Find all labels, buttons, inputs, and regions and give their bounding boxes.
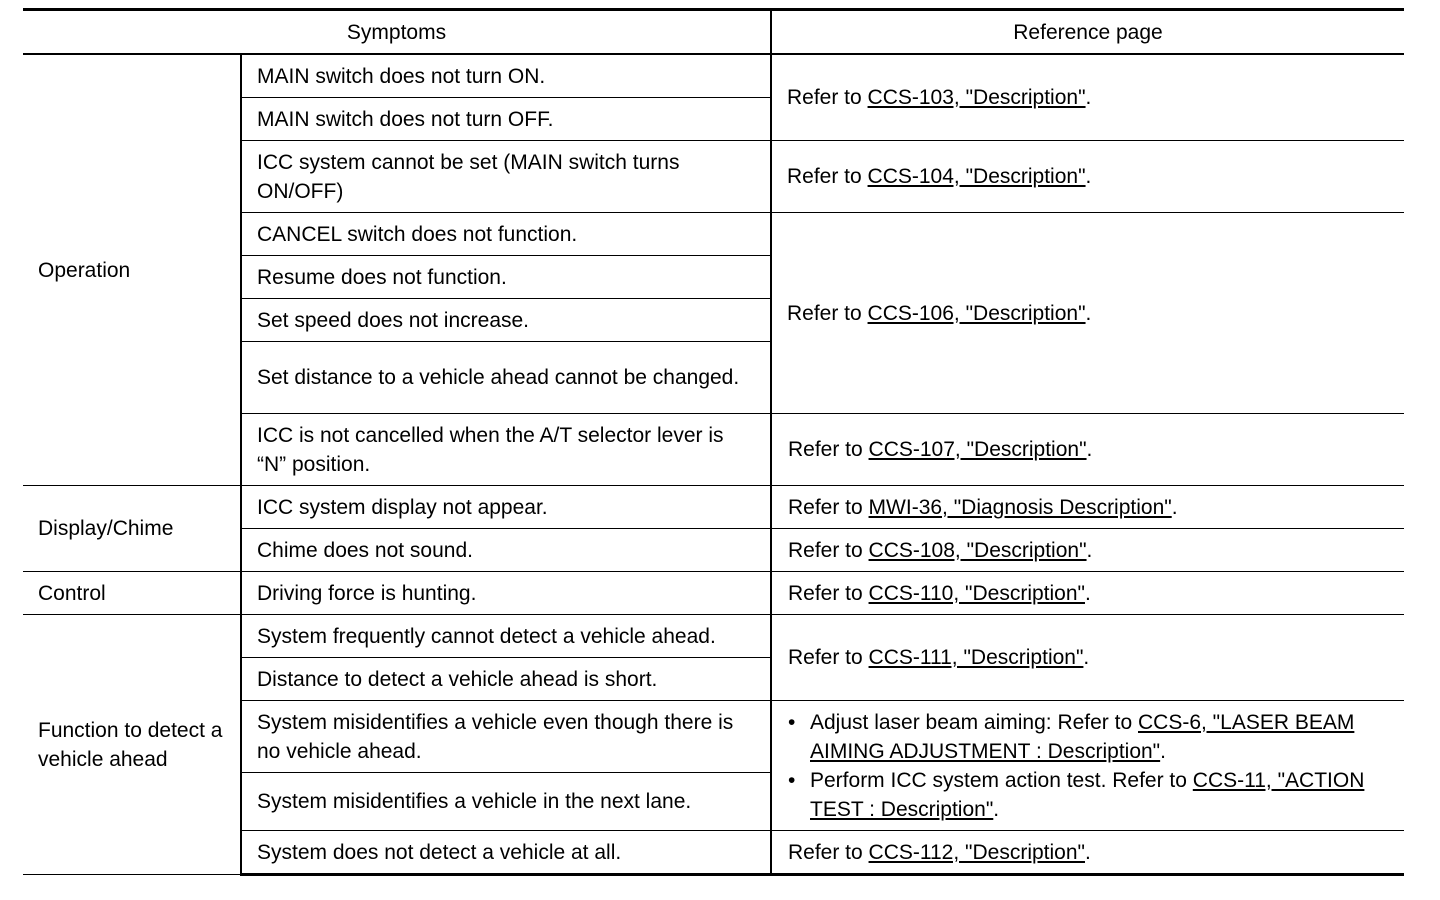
period: .: [1086, 438, 1093, 461]
period: .: [1160, 739, 1166, 763]
ref-link-ccs-111[interactable]: CCS-111, "Description": [868, 646, 1084, 669]
ref-link-ccs-107[interactable]: CCS-107, "Description": [868, 438, 1087, 461]
symptom-cell: CANCEL switch does not function.: [241, 213, 771, 256]
symptom-cell: ICC system cannot be set (MAIN switch turns ON/OFF): [241, 141, 771, 213]
period: .: [1085, 165, 1092, 188]
symptom-cell: Set speed does not increase.: [241, 299, 771, 342]
reference-cell: [771, 213, 1404, 414]
refer-prefix: Refer to: [788, 538, 863, 562]
reference-cell: [771, 54, 1404, 141]
reference-cell: [771, 141, 1404, 213]
ref-link-ccs-106[interactable]: CCS-106, "Description": [867, 301, 1086, 325]
symptom-cell: Driving force is hunting.: [241, 572, 771, 615]
refer-prefix: Refer to: [788, 646, 863, 669]
reference-cell: [771, 701, 1404, 831]
ref-link-ccs-6[interactable]: CCS-6, "LASER BEAM AIMING ADJUSTMENT : Description": [810, 710, 1355, 763]
bullet-text: Perform ICC system action test. Refer to: [810, 768, 1187, 792]
reference-bullet-list: [788, 708, 1389, 824]
ref-link-ccs-103[interactable]: CCS-103, "Description": [867, 86, 1086, 109]
ref-link-mwi-36[interactable]: MWI-36, "Diagnosis Description": [868, 495, 1172, 519]
ref-link-ccs-108[interactable]: CCS-108, "Description": [868, 538, 1087, 562]
list-item: [788, 708, 1389, 766]
header-reference-page: Reference page: [771, 10, 1404, 55]
refer-prefix: Refer to: [787, 165, 862, 188]
ref-link-ccs-104[interactable]: CCS-104, "Description": [867, 165, 1086, 188]
bullet-icon: •: [788, 768, 796, 792]
category-operation: Operation: [23, 54, 241, 486]
category-control: Control: [23, 572, 241, 615]
period: .: [1086, 538, 1093, 562]
bullet-icon: •: [788, 710, 796, 734]
refer-prefix: Refer to: [787, 301, 862, 325]
period: .: [1085, 86, 1092, 109]
symptom-cell: Set distance to a vehicle ahead cannot be changed.: [241, 342, 771, 414]
refer-prefix: Refer to: [788, 581, 863, 605]
bullet-text: Adjust laser beam aiming: Refer to: [810, 710, 1133, 734]
symptom-cell: Distance to detect a vehicle ahead is short.: [241, 658, 771, 701]
period: .: [1085, 301, 1092, 325]
symptom-cell: MAIN switch does not turn OFF.: [241, 98, 771, 141]
symptom-cell: MAIN switch does not turn ON.: [241, 54, 771, 98]
symptom-cell: System frequently cannot detect a vehicle ahead.: [241, 615, 771, 658]
symptom-cell: System does not detect a vehicle at all.: [241, 831, 771, 875]
refer-prefix: Refer to: [787, 86, 862, 109]
category-display-chime: Display/Chime: [23, 486, 241, 572]
period: .: [1083, 646, 1090, 669]
ref-link-ccs-110[interactable]: CCS-110, "Description": [868, 581, 1085, 605]
refer-prefix: Refer to: [788, 438, 863, 461]
period: .: [1084, 840, 1091, 864]
header-symptoms: Symptoms: [23, 10, 771, 55]
ref-link-ccs-112[interactable]: CCS-112, "Description": [868, 840, 1085, 864]
symptoms-table: [23, 8, 1404, 876]
symptom-cell: ICC system display not appear.: [241, 486, 771, 529]
reference-cell: [771, 414, 1404, 486]
reference-cell: [771, 572, 1404, 615]
symptom-cell: Resume does not function.: [241, 256, 771, 299]
reference-cell: [771, 486, 1404, 529]
symptom-cell: System misidentifies a vehicle even though there is no vehicle ahead.: [241, 701, 771, 773]
reference-cell: [771, 831, 1404, 875]
reference-cell: [771, 529, 1404, 572]
symptom-cell: Chime does not sound.: [241, 529, 771, 572]
period: .: [993, 797, 1000, 821]
list-item: [788, 766, 1389, 824]
symptom-cell: System misidentifies a vehicle in the next lane.: [241, 773, 771, 831]
reference-cell: [771, 615, 1404, 701]
refer-prefix: Refer to: [788, 495, 863, 519]
period: .: [1171, 495, 1178, 519]
period: .: [1084, 581, 1091, 605]
category-function-detect: Function to detect a vehicle ahead: [23, 615, 241, 875]
symptom-cell: ICC is not cancelled when the A/T selector lever is “N” position.: [241, 414, 771, 486]
ref-link-ccs-11[interactable]: CCS-11, "ACTION TEST : Description": [810, 768, 1365, 821]
refer-prefix: Refer to: [788, 840, 863, 864]
